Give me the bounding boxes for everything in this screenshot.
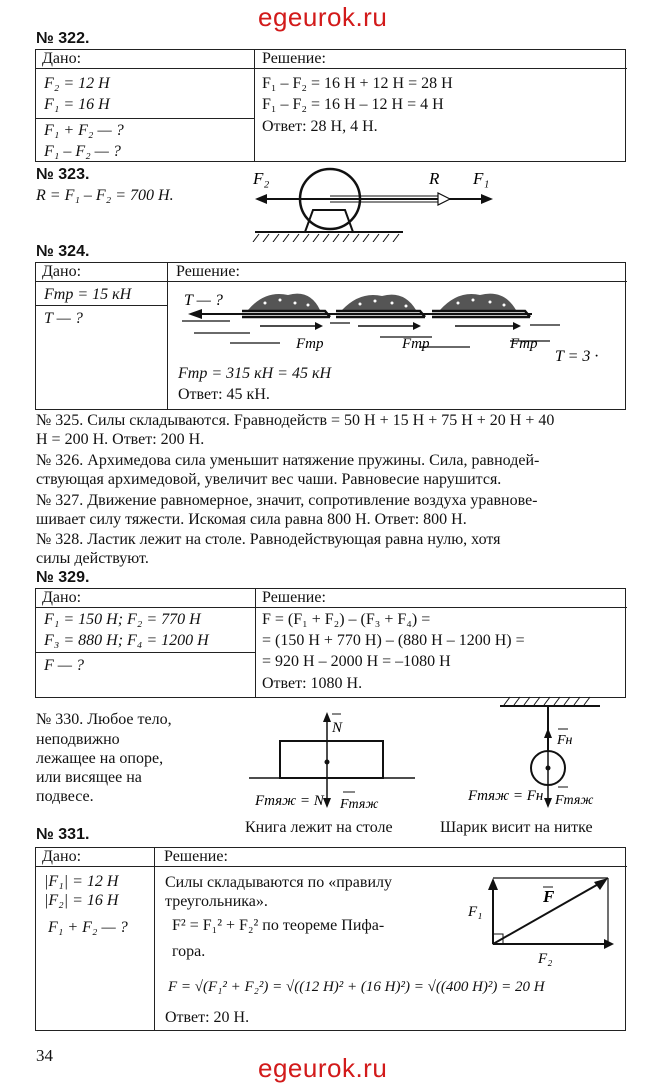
- book-caption: Книга лежит на столе: [245, 819, 393, 836]
- problem-330-text: или висящее на: [36, 769, 142, 786]
- find-line: F₁ + F₂ — ?: [48, 919, 128, 936]
- given-header: Дано:: [42, 848, 82, 865]
- given-line: F₃ = 880 Н; F₄ = 1200 Н: [44, 632, 209, 649]
- problem-326-text: ствующая архимедовой, увеличит вес чаши. Равновесие нарушится.: [36, 471, 502, 488]
- problem-330-text: подвесе.: [36, 788, 94, 805]
- problem-325-text: Н = 200 Н. Ответ: 200 Н.: [36, 431, 205, 448]
- find-line: F — ?: [44, 657, 84, 674]
- find-line: T — ?: [44, 310, 83, 327]
- given-line: |F₂| = 16 Н: [44, 892, 119, 909]
- solution-header: Решение:: [262, 589, 326, 606]
- problem-329-table: [35, 588, 626, 698]
- table-divider: [36, 68, 627, 69]
- friction-label: Fтр: [296, 336, 324, 352]
- problem-324-figure: [170, 285, 620, 367]
- table-divider: [36, 866, 627, 867]
- given-line: |F₁| = 12 Н: [44, 873, 119, 890]
- normal-force-label: N: [332, 720, 343, 736]
- solution-line: Fтр = 315 кН = 45 кН: [178, 365, 331, 382]
- problem-330-text: неподвижно: [36, 731, 120, 748]
- t3-label: T = 3 ·: [555, 348, 599, 365]
- table-divider: [36, 281, 627, 282]
- solution-line: гора.: [172, 943, 206, 960]
- tension-label: Fн: [557, 733, 573, 748]
- problem-323-equation: R = F₁ – F₂ = 700 Н.: [36, 187, 174, 204]
- vector-triangle-figure: [458, 868, 618, 968]
- problem-323-figure: [245, 166, 505, 242]
- given-line: F₁ = 16 Н: [44, 96, 110, 113]
- problem-328-text: № 328. Ластик лежит на столе. Равнодействующая равна нулю, хотя: [36, 531, 501, 548]
- table-divider: [36, 305, 167, 306]
- solution-answer: Ответ: 20 Н.: [165, 1009, 250, 1026]
- solution-line: Ответ: 45 кН.: [178, 386, 270, 403]
- given-line: F₂ = 12 Н: [44, 75, 110, 92]
- solution-line: F² = F₁² + F₂² по теореме Пифа-: [172, 917, 385, 934]
- given-line: Fтр = 15 кН: [44, 286, 132, 303]
- ball-equation: Fтяж = Fн: [468, 788, 544, 804]
- problem-324-number: № 324.: [36, 243, 90, 260]
- site-header[interactable]: egeurok.ru: [258, 2, 388, 32]
- problem-323-number: № 323.: [36, 166, 90, 183]
- table-divider: [255, 589, 256, 697]
- friction-label: Fтр: [510, 336, 538, 352]
- f1-label: F₁: [468, 904, 483, 920]
- solution-line: F₁ – F₂ = 16 Н – 12 Н = 4 Н: [262, 96, 444, 113]
- problem-330-text: № 330. Любое тело,: [36, 711, 172, 728]
- problem-327-text: шивает силу тяжести. Искомая сила равна 800 Н. Ответ: 800 Н.: [36, 511, 467, 528]
- solution-line: = (150 Н + 770 Н) – (880 Н – 1200 Н) =: [262, 632, 525, 649]
- problem-325-text: № 325. Силы складываются. Fравнодейств = 50 Н + 15 Н + 75 Н + 20 Н + 40: [36, 412, 555, 429]
- solution-line: Ответ: 1080 Н.: [262, 675, 363, 692]
- problem-328-text: силы действуют.: [36, 550, 149, 567]
- given-header: Дано:: [42, 263, 82, 280]
- f2-label: F₂: [538, 951, 553, 967]
- ball-figure: [460, 696, 630, 814]
- table-divider: [254, 50, 255, 161]
- table-divider: [36, 652, 255, 653]
- site-footer[interactable]: egeurok.ru: [258, 1053, 388, 1083]
- resultant-label: F: [543, 887, 555, 906]
- book-equation: Fтяж = N: [255, 793, 324, 809]
- solution-line: F₁ – F₂ = 16 Н + 12 Н = 28 Н: [262, 75, 453, 92]
- problem-322-number: № 322.: [36, 30, 90, 47]
- ball-caption: Шарик висит на нитке: [440, 819, 593, 836]
- f2-label: F₂: [253, 169, 270, 188]
- solution-line: треугольника».: [165, 893, 268, 910]
- pythagoras-formula: F = √(F₁² + F₂²) = √((12 Н)² + (16 Н)²) = √((400 Н)²) = 20 Н: [168, 979, 545, 995]
- find-line: F₁ – F₂ — ?: [44, 143, 121, 160]
- table-divider: [36, 607, 627, 608]
- table-divider: [167, 263, 168, 409]
- solution-header: Решение:: [262, 50, 326, 67]
- given-header: Дано:: [42, 589, 82, 606]
- table-divider: [36, 118, 254, 119]
- page-number: 34: [36, 1046, 53, 1065]
- solution-line: Ответ: 28 Н, 4 Н.: [262, 118, 378, 135]
- solution-line: F = (F₁ + F₂) – (F₃ + F₄) =: [262, 611, 431, 628]
- book-figure: [245, 710, 425, 812]
- t-label: T — ?: [184, 292, 223, 309]
- solution-header: Решение:: [176, 263, 240, 280]
- gravity-label: Fтяж: [340, 797, 379, 812]
- problem-329-number: № 329.: [36, 569, 90, 586]
- table-divider: [154, 848, 155, 1030]
- problem-327-text: № 327. Движение равномерное, значит, сопротивление воздуха уравнове-: [36, 492, 538, 509]
- friction-label: Fтр: [402, 336, 430, 352]
- solution-header: Решение:: [164, 848, 228, 865]
- problem-322-table: [35, 49, 626, 162]
- problem-330-text: лежащее на опоре,: [36, 750, 164, 767]
- solution-line: = 920 Н – 2000 Н = –1080 Н: [262, 653, 451, 670]
- given-line: F₁ = 150 Н; F₂ = 770 Н: [44, 611, 201, 628]
- find-line: F₁ + F₂ — ?: [44, 122, 124, 139]
- f1-label: F₁: [473, 169, 490, 188]
- problem-326-text: № 326. Архимедова сила уменьшит натяжение пружины. Сила, равнодей-: [36, 452, 540, 469]
- problem-331-number: № 331.: [36, 826, 90, 843]
- gravity-label: Fтяж: [555, 793, 594, 808]
- solution-line: Силы складываются по «правилу: [165, 874, 392, 891]
- r-label: R: [429, 169, 440, 188]
- given-header: Дано:: [42, 50, 82, 67]
